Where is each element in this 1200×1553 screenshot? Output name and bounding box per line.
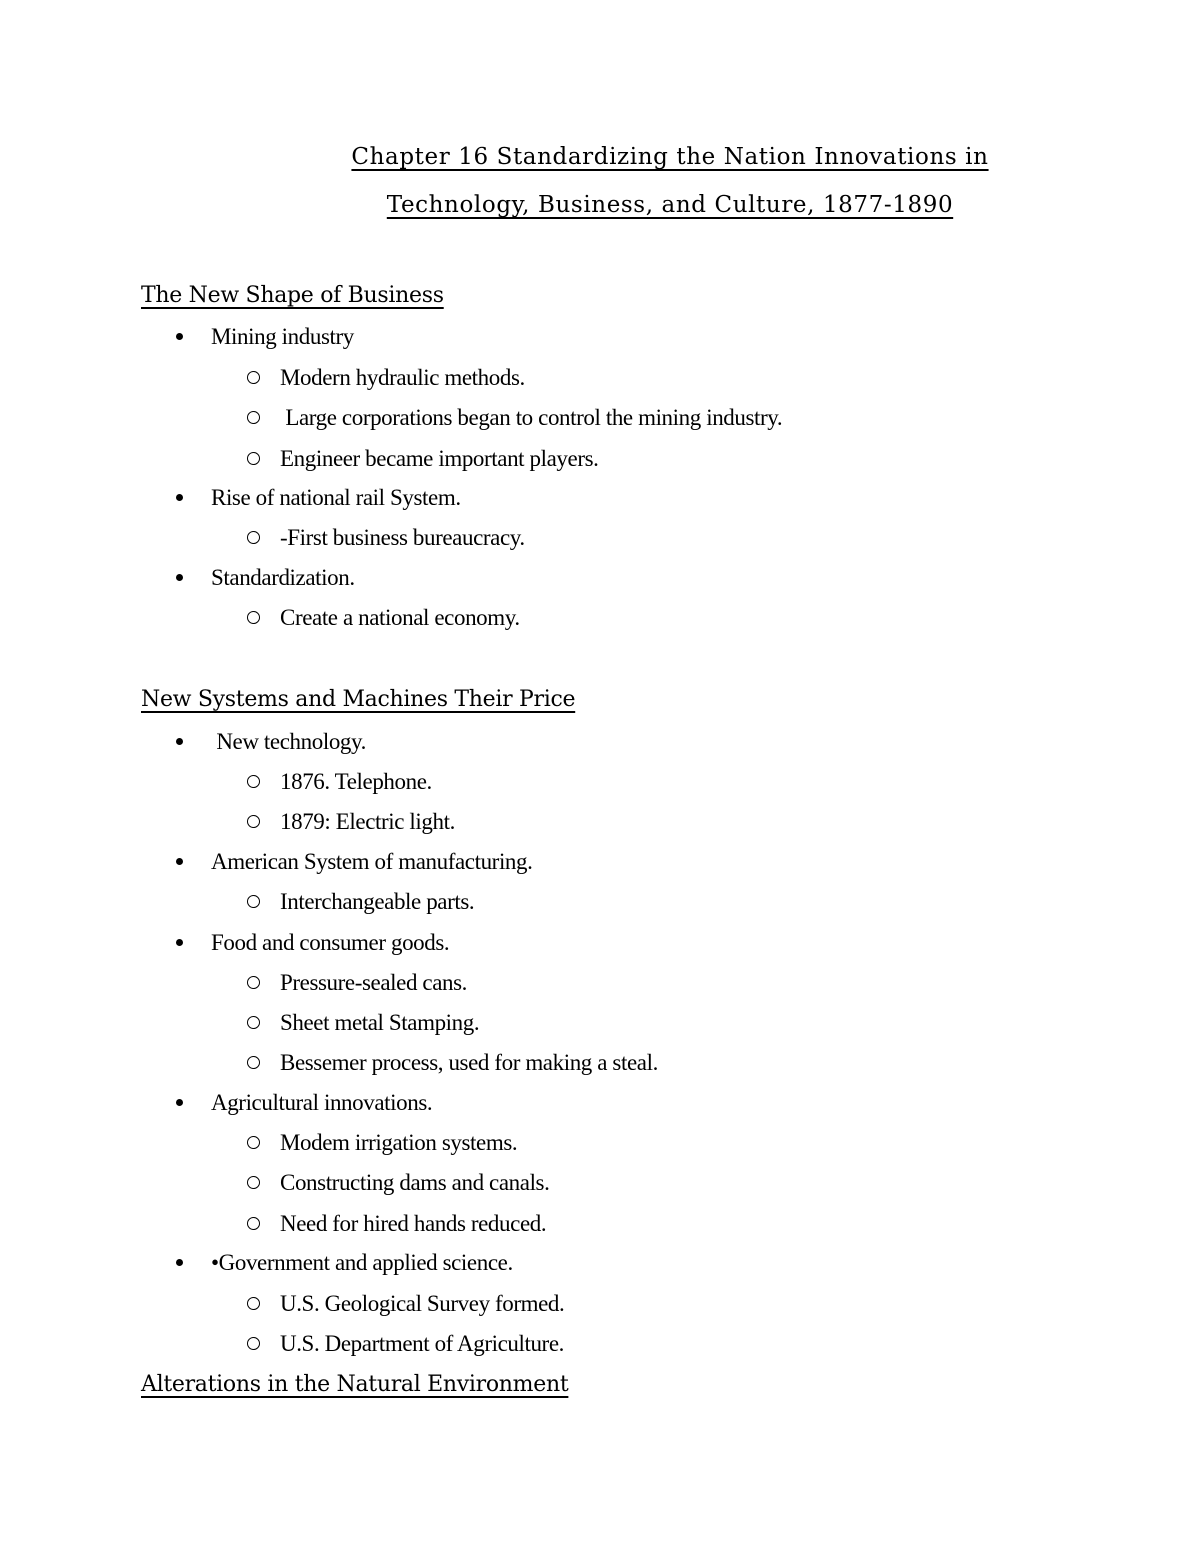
sub-list-item-text: Modem irrigation systems. bbox=[280, 1130, 518, 1155]
hollow-circle-icon bbox=[247, 1176, 260, 1189]
sub-list-item bbox=[247, 1048, 658, 1078]
sub-list-item bbox=[247, 1209, 546, 1239]
hollow-circle-icon bbox=[247, 895, 260, 908]
document-title-line-2: Technology, Business, and Culture, 1877-1890 bbox=[386, 192, 954, 218]
sub-list-item bbox=[247, 363, 525, 393]
list-item bbox=[176, 727, 366, 757]
sub-list-item-text: U.S. Department of Agriculture. bbox=[280, 1331, 564, 1356]
sub-list-item-text: Create a national economy. bbox=[280, 605, 520, 630]
sub-list-item bbox=[247, 887, 474, 917]
sub-list-item bbox=[247, 523, 525, 553]
hollow-circle-icon bbox=[247, 1337, 260, 1350]
sub-list-item bbox=[247, 1168, 549, 1198]
list-item-text: Standardization. bbox=[211, 565, 355, 590]
list-item bbox=[176, 847, 532, 877]
list-item bbox=[176, 322, 354, 352]
hollow-circle-icon bbox=[247, 1056, 260, 1069]
list-item bbox=[176, 1248, 513, 1278]
section-heading-new-systems-and-machines: New Systems and Machines Their Price bbox=[141, 687, 576, 712]
sub-list-item-text: Large corporations began to control the mining industry. bbox=[280, 405, 783, 430]
sub-list-item-text: Sheet metal Stamping. bbox=[280, 1010, 480, 1035]
sub-list-item bbox=[247, 403, 782, 433]
sub-list-item bbox=[247, 444, 599, 474]
bullet-icon bbox=[176, 1259, 183, 1266]
bullet-icon bbox=[176, 1099, 183, 1106]
hollow-circle-icon bbox=[247, 1297, 260, 1310]
sub-list-item-text: Constructing dams and canals. bbox=[280, 1170, 550, 1195]
list-item-text: New technology. bbox=[211, 729, 366, 754]
hollow-circle-icon bbox=[247, 452, 260, 465]
sub-list-item bbox=[247, 1008, 479, 1038]
hollow-circle-icon bbox=[247, 815, 260, 828]
document-title-line-1: Chapter 16 Standardizing the Nation Innovations in bbox=[351, 144, 989, 170]
hollow-circle-icon bbox=[247, 976, 260, 989]
bullet-icon bbox=[176, 939, 183, 946]
hollow-circle-icon bbox=[247, 1136, 260, 1149]
list-item bbox=[176, 483, 461, 513]
sub-list-item bbox=[247, 603, 520, 633]
sub-list-item bbox=[247, 767, 432, 797]
bullet-icon bbox=[176, 858, 183, 865]
hollow-circle-icon bbox=[247, 411, 260, 424]
hollow-circle-icon bbox=[247, 611, 260, 624]
list-item-text: Rise of national rail System. bbox=[211, 485, 461, 510]
sub-list-item-text: 1876. Telephone. bbox=[280, 769, 432, 794]
list-item bbox=[176, 1088, 432, 1118]
bullet-icon bbox=[176, 738, 183, 745]
section-heading-alterations-natural-environment: Alterations in the Natural Environment bbox=[141, 1372, 569, 1397]
sub-list-item-text: Pressure-sealed cans. bbox=[280, 970, 468, 995]
sub-list-item-text: U.S. Geological Survey formed. bbox=[280, 1291, 565, 1316]
hollow-circle-icon bbox=[247, 371, 260, 384]
sub-list-item bbox=[247, 968, 467, 998]
list-item-text: Mining industry bbox=[211, 324, 354, 349]
list-item-text: •Government and applied science. bbox=[211, 1250, 513, 1275]
list-item-text: Agricultural innovations. bbox=[211, 1090, 433, 1115]
sub-list-item-text: -First business bureaucracy. bbox=[280, 525, 525, 550]
sub-list-item bbox=[247, 1329, 564, 1359]
hollow-circle-icon bbox=[247, 775, 260, 788]
list-item bbox=[176, 928, 449, 958]
hollow-circle-icon bbox=[247, 1016, 260, 1029]
bullet-icon bbox=[176, 574, 183, 581]
bullet-icon bbox=[176, 333, 183, 340]
list-item-text: Food and consumer goods. bbox=[211, 930, 450, 955]
sub-list-item-text: Bessemer process, used for making a steal. bbox=[280, 1050, 658, 1075]
sub-list-item bbox=[247, 807, 455, 837]
sub-list-item bbox=[247, 1128, 517, 1158]
hollow-circle-icon bbox=[247, 531, 260, 544]
hollow-circle-icon bbox=[247, 1217, 260, 1230]
sub-list-item-text: Modern hydraulic methods. bbox=[280, 365, 525, 390]
list-item bbox=[176, 563, 355, 593]
sub-list-item bbox=[247, 1289, 564, 1319]
sub-list-item-text: 1879: Electric light. bbox=[280, 809, 455, 834]
list-item-text: American System of manufacturing. bbox=[211, 849, 533, 874]
sub-list-item-text: Need for hired hands reduced. bbox=[280, 1211, 547, 1236]
sub-list-item-text: Engineer became important players. bbox=[280, 446, 599, 471]
section-heading-new-shape-of-business: The New Shape of Business bbox=[141, 283, 444, 308]
bullet-icon bbox=[176, 494, 183, 501]
sub-list-item-text: Interchangeable parts. bbox=[280, 889, 475, 914]
